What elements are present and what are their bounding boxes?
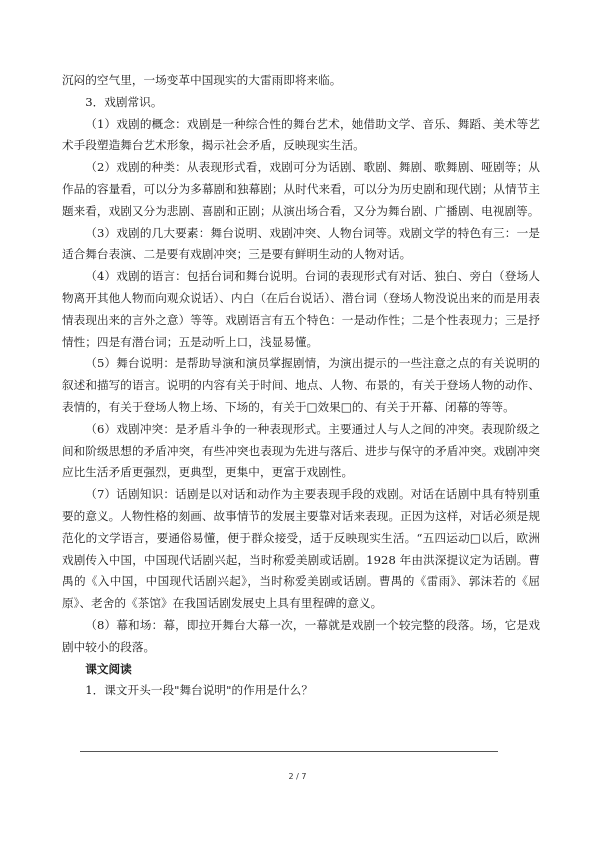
- section-heading-drama-knowledge: 3．戏剧常识。: [85, 94, 163, 109]
- paragraph-acts-scenes: （8）幕和场：幕，即拉开舞台大幕一次，一幕就是戏剧一个较完整的段落。场，它是戏剧中较小的段落。: [62, 617, 540, 654]
- paragraph-stage-directions: （5）舞台说明：是帮助导演和演员掌握剧情，为演出提示的一些注意之点的有关说明的叙述和描写的语言。说明的内容有关于时间、地点、人物、布景的，有关于登场人物的动作、表情的，有关于登场人物上场、下场的，有关于□效果□的、有关于开幕、闭幕的等等。: [62, 356, 540, 414]
- paragraph-spoken-drama: （7）话剧知识：话剧是以对话和动作为主要表现手段的戏剧。对话在话剧中具有特别重要的意义。人物性格的刻画、故事情节的发展主要靠对话来表现。正因为这样，对话必须是规范化的文学语言，要通俗易懂，便于群众接受，适于反映现实生活。“五四运动□以后，欧洲戏剧传入中国，中国现代话剧兴起，当时称爱美剧或话剧。1928 年由洪深提议定为话剧。曹禺的《入中国，中国现代话剧兴起》，当时称爱美剧或话剧。曹禺的《雷雨》、郭沫若的《屈原》、老舍的《茶馆》在我国话剧发展史上具有里程碑的意义。: [62, 487, 540, 611]
- question-1: 1．课文开头一段"舞台说明"的作用是什么？: [85, 683, 313, 698]
- document-body: [62, 70, 540, 702]
- paragraph-drama-conflict: （6）戏剧冲突：是矛盾斗争的一种表现形式。主要通过人与人之间的冲突。表现阶级之间和阶级思想的矛盾冲突，有些冲突也表现为先进与落后、进步与保守的矛盾冲突。戏剧冲突应比生活矛盾更强烈，更典型，更集中，更富于戏剧性。: [62, 421, 540, 480]
- paragraph-drama-language: （4）戏剧的语言：包括台词和舞台说明。台词的表现形式有对话、独白、旁白（登场人物离开其他人物而向观众说话）、内白（在后台说话）、潜台词（登场人物没说出来的而是用表情表现出来的言外之意）等等。戏剧语言有五个特色：一是动作性；二是个性表现力；三是抒情性；四是有潜台词；五是动听上口，浅显易懂。: [62, 269, 540, 349]
- paragraph-continuation: 沉闷的空气里，一场变革中国现实的大雷雨即将来临。: [62, 73, 342, 87]
- section-heading-text-reading: 课文阅读: [85, 661, 132, 676]
- page-number: 2 / 7: [288, 772, 307, 781]
- paragraph-drama-concept: （1）戏剧的概念：戏剧是一种综合性的舞台艺术，她借助文学、音乐、舞蹈、美术等艺术手段塑造舞台艺术形象，揭示社会矛盾，反映现实生活。: [62, 116, 540, 153]
- answer-line: [80, 751, 498, 752]
- paragraph-drama-types: （2）戏剧的种类：从表现形式看，戏剧可分为话剧、歌剧、舞剧、歌舞剧、哑剧等；从作品的容量看，可以分为多幕剧和独幕剧；从时代来看，可以分为历史剧和现代剧；从情节主题来看，戏剧又分为悲剧、喜剧和正剧；从演出场合看，又分为舞台剧、广播剧、电视剧等。: [62, 160, 540, 218]
- paragraph-drama-elements: （3）戏剧的几大要素：舞台说明、戏剧冲突、人物台词等。戏剧文学的特色有三：一是适合舞台表演、二是要有戏剧冲突；三是要有鲜明生动的人物对话。: [62, 225, 540, 262]
